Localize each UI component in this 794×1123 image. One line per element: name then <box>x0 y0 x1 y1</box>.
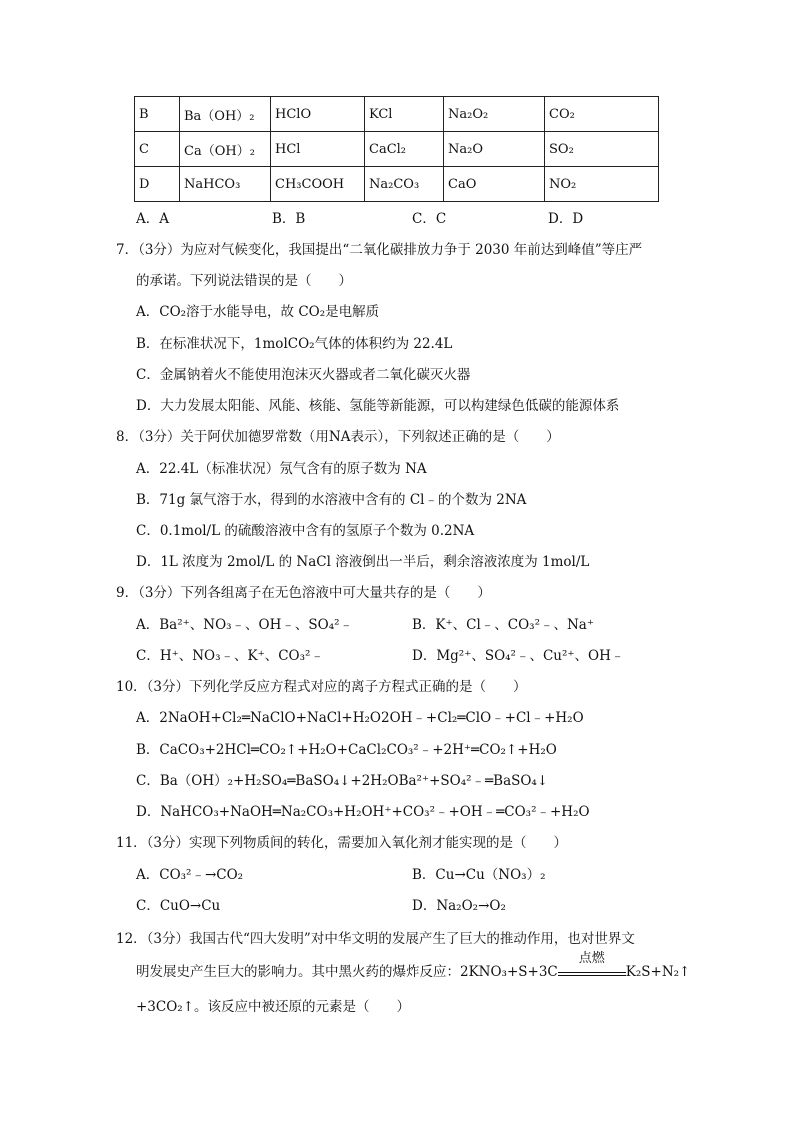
substance-cell: NO₂ <box>545 167 659 202</box>
q6-options <box>136 209 169 229</box>
q12-stem-line2 <box>136 951 691 982</box>
q9-option-d[interactable]: D．Mg²⁺、SO₄²﹣、Cu²⁺、OH﹣ <box>412 648 625 664</box>
q6-option-c[interactable]: C．C <box>412 211 447 227</box>
q6-option-b-wrap <box>272 209 305 229</box>
q11-option-c[interactable]: C．CuO→Cu <box>136 898 221 914</box>
q10-option-d[interactable]: D．NaHCO₃+NaOH═Na₂CO₃+H₂OH⁺+CO₃²﹣+OH﹣═CO₃²﹣+H₂O <box>136 804 590 820</box>
q11-option-b[interactable]: B．Cu→Cu（NO₃）₂ <box>412 867 546 883</box>
q6-option-b[interactable]: B．B <box>272 211 306 227</box>
reaction-arrow <box>558 951 626 976</box>
q12-stem-line3: +3CO₂↑。该反应中被还原的元素是（ ） <box>136 999 411 1015</box>
q8-option-c[interactable]: C．0.1mol/L 的硫酸溶液中含有的氢原子个数为 0.2NA <box>136 523 475 539</box>
q10-stem: 10．（3分）下列化学反应方程式对应的离子方程式正确的是（ ） <box>116 679 527 695</box>
q6-option-d-wrap <box>548 209 583 229</box>
q12-stem-line1: 12．（3分）我国古代“四大发明”对中华文明的发展产生了巨大的推动作用，也对世界文 <box>116 931 635 947</box>
double-line <box>558 972 626 976</box>
q9-stem: 9．（3分）下列各组离子在无色溶液中可大量共存的是（ ） <box>116 585 491 601</box>
q7-option-b[interactable]: B．在标准状况下，1molCO₂气体的体积约为 22.4L <box>136 336 453 352</box>
substance-cell: CH₃COOH <box>271 167 365 202</box>
row-label-cell: D <box>135 167 180 202</box>
substance-cell: NaHCO₃ <box>180 167 271 202</box>
q12-stem-line2-text: 明发展史产生巨大的影响力。其中黑火药的爆炸反应：2KNO₃+S+3C <box>136 964 558 980</box>
substance-cell: HClO <box>271 97 365 132</box>
q8-option-d[interactable]: D．1L 浓度为 2mol/L 的 NaCl 溶液倒出一半后，剩余溶液浓度为 1mol/L <box>136 554 590 570</box>
substance-cell: SO₂ <box>545 132 659 167</box>
table-row <box>135 132 659 167</box>
ignition-condition: 点燃 <box>578 951 605 966</box>
substance-cell: HCl <box>271 132 365 167</box>
substance-cell: Ba（OH）₂ <box>180 97 271 132</box>
q10-option-a[interactable]: A．2NaOH+Cl₂═NaClO+NaCl+H₂O2OH﹣+Cl₂═ClO﹣+Cl﹣+H₂O <box>136 710 584 726</box>
q9-option-b[interactable]: B．K⁺、Cl﹣、CO₃²﹣、Na⁺ <box>412 617 594 633</box>
substance-cell: Na₂CO₃ <box>365 167 444 202</box>
substance-cell: Na₂O <box>444 132 545 167</box>
table-row <box>135 97 659 132</box>
q6-option-c-wrap <box>412 209 446 229</box>
q6-option-a[interactable]: A．A <box>136 211 169 227</box>
q10-option-c[interactable]: C．Ba（OH）₂+H₂SO₄═BaSO₄↓+2H₂OBa²⁺+SO₄²﹣═BaSO₄↓ <box>136 773 549 789</box>
q7-option-a[interactable]: A．CO₂溶于水能导电，故 CO₂是电解质 <box>136 304 380 320</box>
substance-cell: Ca（OH）₂ <box>180 132 271 167</box>
q10-option-b[interactable]: B．CaCO₃+2HCl═CO₂↑+H₂O+CaCl₂CO₃²﹣+2H⁺═CO₂↑+H₂O <box>136 742 557 758</box>
substance-classification-table <box>134 96 659 202</box>
q8-option-a[interactable]: A．22.4L（标准状况）氖气含有的原子数为 NA <box>136 461 427 477</box>
substance-cell: CaCl₂ <box>365 132 444 167</box>
substance-cell: CaO <box>444 167 545 202</box>
row-label-cell: C <box>135 132 180 167</box>
q6-option-d[interactable]: D．D <box>548 211 584 227</box>
table-row <box>135 167 659 202</box>
q12-stem-line2-products: K₂S+N₂↑ <box>625 964 691 980</box>
q7-stem-line1: 7．（3分）为应对气候变化，我国提出“二氧化碳排放力争于 2030 年前达到峰值”等庄严 <box>116 242 643 258</box>
substance-cell: Na₂O₂ <box>444 97 545 132</box>
q7-option-c[interactable]: C．金属钠着火不能使用泡沫灭火器或者二氧化碳灭火器 <box>136 367 471 383</box>
q11-option-d[interactable]: D．Na₂O₂→O₂ <box>412 898 506 914</box>
q8-option-b[interactable]: B．71g 氯气溶于水，得到的水溶液中含有的 Cl﹣的个数为 2NA <box>136 492 527 508</box>
q11-stem: 11．（3分）实现下列物质间的转化，需要加入氧化剂才能实现的是（ ） <box>116 835 568 851</box>
q9-option-a[interactable]: A．Ba²⁺、NO₃﹣、OH﹣、SO₄²﹣ <box>136 617 354 633</box>
q11-option-a[interactable]: A．CO₃²﹣→CO₂ <box>136 867 244 883</box>
q7-option-d[interactable]: D．大力发展太阳能、风能、核能、氢能等新能源，可以构建绿色低碳的能源体系 <box>136 398 620 414</box>
substance-cell: CO₂ <box>545 97 659 132</box>
row-label-cell: B <box>135 97 180 132</box>
q8-stem: 8．（3分）关于阿伏加德罗常数（用NA表示），下列叙述正确的是（ ） <box>116 429 560 445</box>
q9-option-c[interactable]: C．H⁺、NO₃﹣、K⁺、CO₃²﹣ <box>136 648 324 664</box>
substance-cell: KCl <box>365 97 444 132</box>
q7-stem-line2: 的承诺。下列说法错误的是（ ） <box>136 273 352 289</box>
